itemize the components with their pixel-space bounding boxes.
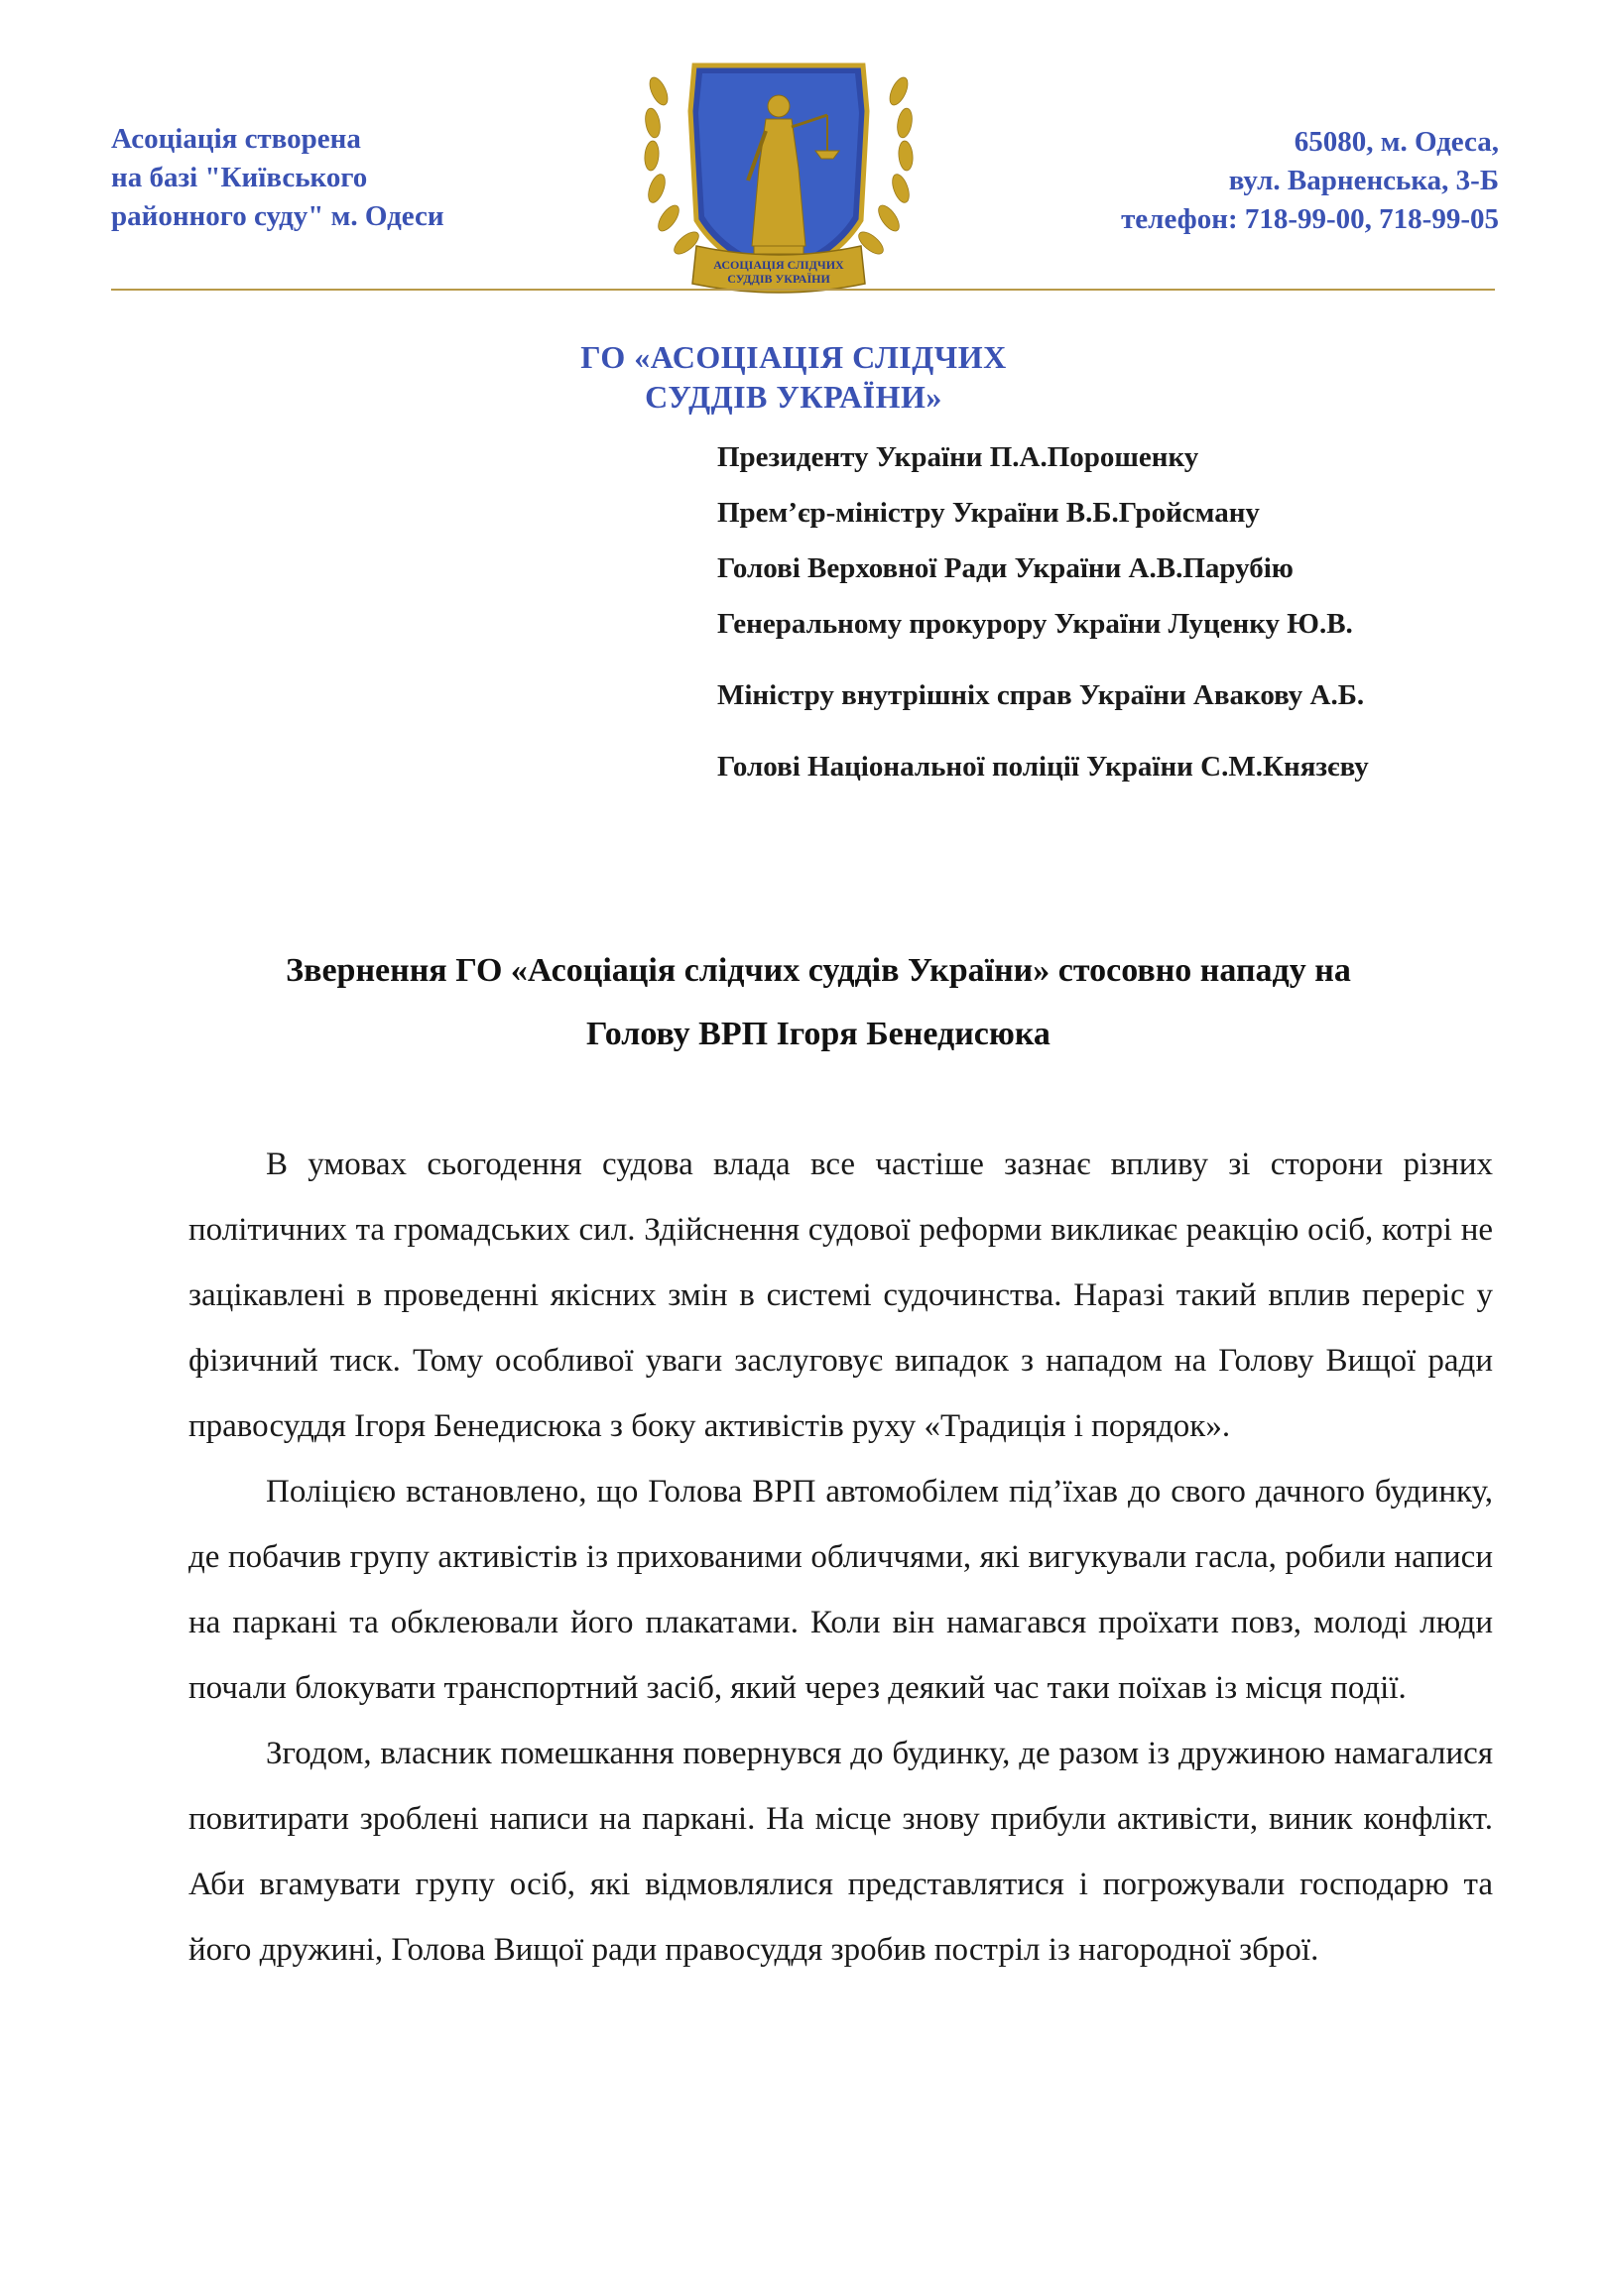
letterhead-left-line: районного суду" м. Одеси xyxy=(111,200,444,232)
body-paragraph: Поліцією встановлено, що Голова ВРП автомобілем під’їхав до свого дачного будинку, де побачив групу активістів із прихованими обличчями, які вигукували гасла, робили написи на паркані та обклеювали його плакатами. Коли він намагався проїхати повз, молоді люди почали блокувати транспортний засіб, який через деякий час таки поїхав із місця події. xyxy=(188,1474,1493,1706)
emblem-ribbon-text: АСОЦІАЦІЯ СЛІДЧИХ xyxy=(713,258,844,272)
letterhead-left-line: Асоціація створена xyxy=(111,123,361,155)
letter-title xyxy=(179,939,1458,1066)
letterhead-right-line: телефон: 718-99-00, 718-99-05 xyxy=(1121,203,1499,235)
body-paragraph: В умовах сьогодення судова влада все частіше зазнає впливу зі сторони різних політичних та громадських сил. Здійснення судової реформи викликає реакцію осіб, котрі не зацікавлені в проведенні якісних змін в системі судочинства. Наразі такий вплив переріс у фізичний тиск. Тому особливої уваги заслуговує випадок з нападом на Голову Вищої ради правосуддя Ігоря Бенедисюка з боку активістів руху «Традиція і порядок». xyxy=(188,1147,1493,1444)
letterhead-divider xyxy=(111,289,1495,291)
emblem-ribbon-text: СУДДІВ УКРАЇНИ xyxy=(727,272,830,286)
recipient-line: Президенту України П.А.Порошенку xyxy=(717,441,1199,473)
recipient-line: Голові Національної поліції України С.М.Князєву xyxy=(717,751,1369,783)
letterhead-left-block xyxy=(111,120,528,236)
organization-name-line: СУДДІВ УКРАЇНИ» xyxy=(645,379,942,415)
recipient-line: Міністру внутрішніх справ України Авакову А.Б. xyxy=(717,679,1365,711)
organization-name-line: ГО «АСОЦІАЦІЯ СЛІДЧИХ xyxy=(580,339,1007,375)
letter-title-line: Звернення ГО «Асоціація слідчих суддів України» стосовно нападу на xyxy=(286,952,1351,989)
letterhead-right-block xyxy=(983,123,1499,239)
recipient-line: Голові Верховної Ради України А.В.Парубію xyxy=(717,552,1294,584)
organization-name xyxy=(516,337,1071,417)
recipient-line: Генеральному прокурору України Луценку Ю.В. xyxy=(717,608,1353,640)
recipient-line: Прем’єр-міністру України В.Б.Гройсману xyxy=(717,497,1260,529)
body-paragraph: Згодом, власник помешкання повернувся до будинку, де разом із дружиною намагалися повитирати зроблені написи на паркані. На місце знову прибули активісти, виник конфлікт. Аби вгамувати групу осіб, які відмовлялися представлятися і погрожували господарю та його дружині, Голова Вищої ради правосуддя зробив постріл із нагородної зброї. xyxy=(188,1736,1493,1968)
letterhead-left-line: на базі "Київського xyxy=(111,162,368,193)
letter-title-line: Голову ВРП Ігоря Бенедисюка xyxy=(586,1016,1050,1052)
association-emblem xyxy=(637,52,921,319)
letterhead-right-line: вул. Варненська, 3-Б xyxy=(1228,165,1499,196)
letterhead-right-line: 65080, м. Одеса, xyxy=(1294,126,1499,158)
letter-body xyxy=(188,1132,1493,1983)
